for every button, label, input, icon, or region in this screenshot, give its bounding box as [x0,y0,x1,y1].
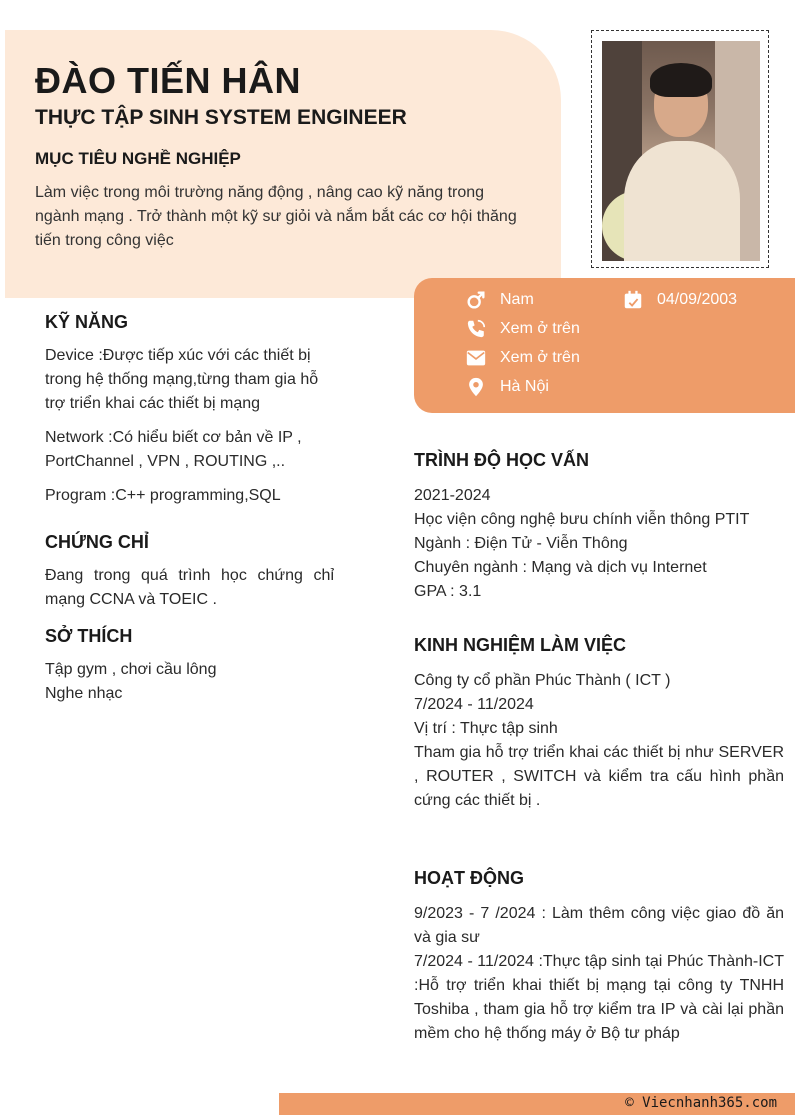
certificates-title: CHỨNG CHỈ [45,532,149,552]
skills-title: KỸ NĂNG [45,312,129,332]
footer-watermark: © Viecnhanh365.com [625,1095,777,1111]
education-line: GPA : 3.1 [414,583,482,600]
hobbies-title: SỞ THÍCH [45,626,133,646]
candidate-name: ĐÀO TIẾN HÂN [35,60,301,101]
info-phone [464,317,580,341]
personal-info-box [414,278,795,413]
info-address [464,375,549,399]
activity-item: 7/2024 - 11/2024 :Thực tập sinh tại Phúc Thành-ICT :Hỗ trợ triển khai thiết bị mạng tại công ty TNHH Toshiba , tham gia hỗ trợ kiểm tra IP và cài lại phần mềm cho hệ thống máy ở Bộ tư pháp [414,953,784,1042]
objective-text: Làm việc trong môi trường năng động , nâng cao kỹ năng trong ngành mạng . Trở thành một kỹ sư giỏi và nắm bắt các cơ hội thăng tiến trong công việc [35,184,517,249]
email-value: Xem ở trên [500,349,580,366]
info-gender [464,288,534,312]
hobby-line: Nghe nhạc [45,685,123,702]
birthday-value: 04/09/2003 [657,291,738,308]
experience-line: Vị trí : Thực tập sinh [414,720,558,737]
mail-icon [464,346,488,370]
phone-value: Xem ở trên [500,320,580,337]
skill-item: Program :C++ programming,SQL [45,487,281,504]
info-email [464,346,580,370]
skill-item: Device :Được tiếp xúc với các thiết bị trong hệ thống mạng,từng tham gia hỗ trợ triển khai các thiết bị mạng [45,347,319,412]
objective-title: MỤC TIÊU NGHỀ NGHIỆP [35,149,241,168]
certificates-text: Đang trong quá trình học chứng chỉ mạng CCNA và TOEIC . [45,567,334,608]
calendar-icon [621,288,645,312]
experience-line: 7/2024 - 11/2024 [414,696,534,713]
footer-bar [279,1093,795,1115]
experience-line: Công ty cổ phần Phúc Thành ( ICT ) [414,672,671,689]
education-line: 2021-2024 [414,487,491,504]
education-line: Chuyên ngành : Mạng và dịch vụ Internet [414,559,707,576]
job-title: THỰC TẬP SINH SYSTEM ENGINEER [35,106,407,129]
profile-photo [602,41,760,261]
experience-title: KINH NGHIỆM LÀM VIỆC [414,635,627,655]
hobby-line: Tập gym , chơi cầu lông [45,661,217,678]
phone-icon [464,317,488,341]
activity-item: 9/2023 - 7 /2024 : Làm thêm công việc giao đồ ăn và gia sư [414,905,784,946]
location-icon [464,375,488,399]
info-birthday [621,288,737,312]
activities-title: HOẠT ĐỘNG [414,868,524,888]
education-title: TRÌNH ĐỘ HỌC VẤN [414,450,589,470]
gender-value: Nam [500,291,534,308]
education-line: Ngành : Điện Tử - Viễn Thông [414,535,628,552]
gender-icon [464,288,488,312]
skill-item: Network :Có hiểu biết cơ bản về IP , PortChannel , VPN , ROUTING ,.. [45,429,302,470]
experience-description: Tham gia hỗ trợ triển khai các thiết bị như SERVER , ROUTER , SWITCH và kiểm tra cấu hình phần cứng các thiết bị . [414,744,784,809]
photo-frame [591,30,769,268]
education-line: Học viện công nghệ bưu chính viễn thông PTIT [414,511,750,528]
address-value: Hà Nội [500,378,549,395]
